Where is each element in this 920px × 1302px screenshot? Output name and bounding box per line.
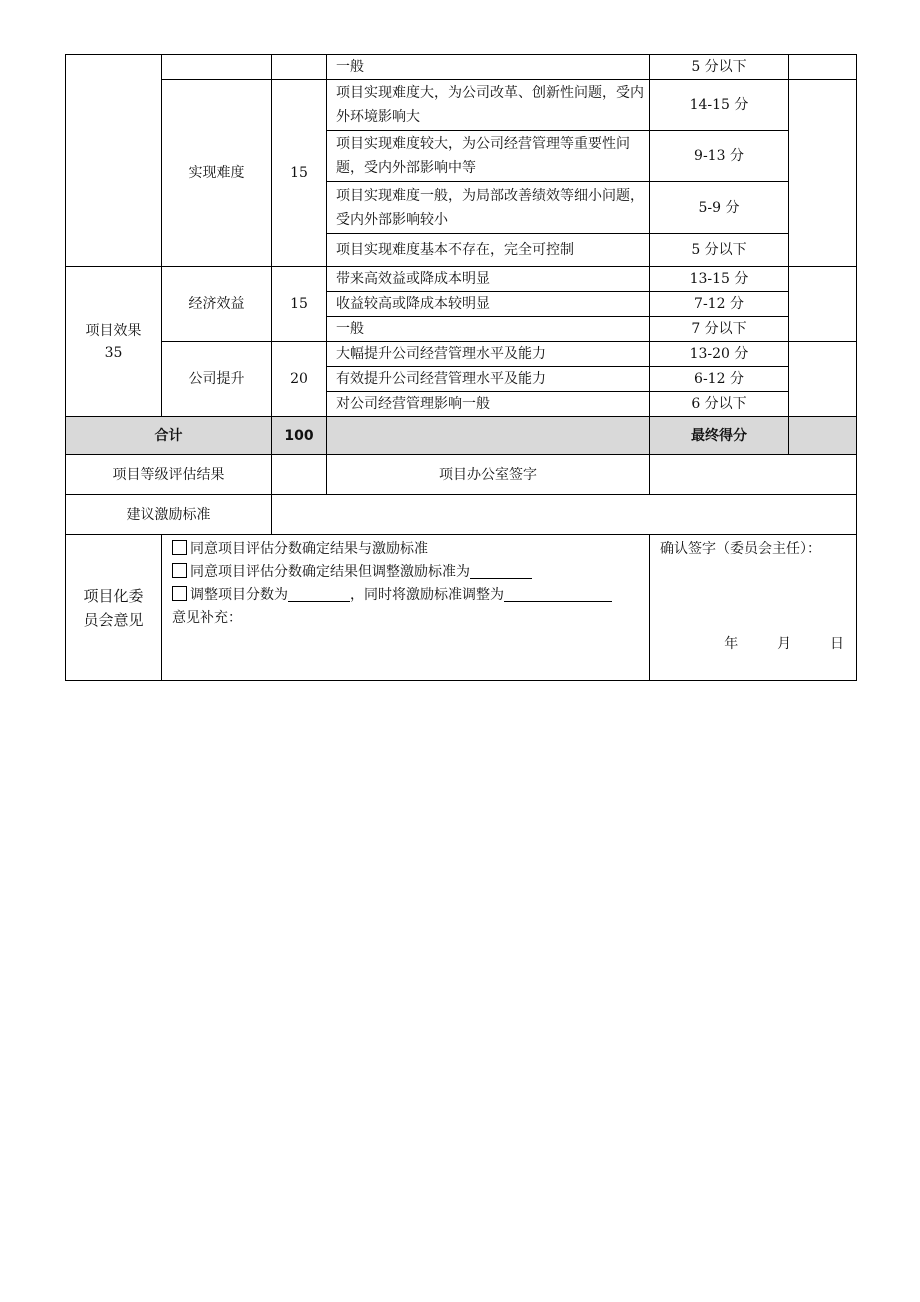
incentive-label: 建议激励标准 bbox=[66, 495, 272, 535]
table-row bbox=[66, 267, 857, 292]
committee-options bbox=[162, 535, 650, 681]
office-sign-input-cell[interactable] bbox=[650, 455, 857, 495]
criteria-weight: 20 bbox=[272, 342, 327, 417]
criteria-description: 带来高效益或降成本明显 bbox=[327, 267, 650, 292]
incentive-row bbox=[66, 495, 857, 535]
criteria-label: 公司提升 bbox=[162, 342, 272, 417]
criteria-description: 项目实现难度较大，为公司经营管理等重要性问题，受内外部影响中等 bbox=[327, 131, 650, 182]
category-label bbox=[66, 267, 162, 417]
office-sign-label: 项目办公室签字 bbox=[327, 455, 650, 495]
score-blank-field[interactable] bbox=[288, 587, 350, 602]
criteria-description: 项目实现难度基本不存在，完全可控制 bbox=[327, 234, 650, 267]
table-row bbox=[66, 342, 857, 367]
summary-row bbox=[66, 417, 857, 455]
date-year-label: 年 bbox=[724, 636, 739, 652]
option-agree-label: 同意项目评估分数确定结果与激励标准 bbox=[190, 541, 428, 557]
criteria-description: 大幅提升公司经营管理水平及能力 bbox=[327, 342, 650, 367]
checkbox-icon[interactable] bbox=[172, 540, 187, 555]
committee-label-line2: 员会意见 bbox=[83, 610, 144, 629]
criteria-description: 一般 bbox=[327, 317, 650, 342]
committee-label-line1: 项目化委 bbox=[83, 586, 144, 605]
criteria-weight: 15 bbox=[272, 267, 327, 342]
signature-date bbox=[724, 633, 844, 655]
total-label: 合计 bbox=[66, 417, 272, 455]
criteria-description: 项目实现难度大，为公司改革、创新性问题，受内外环境影响大 bbox=[327, 80, 650, 131]
score-range: 5 分以下 bbox=[650, 55, 789, 80]
criteria-cell-continued bbox=[162, 55, 272, 80]
score-input-cell[interactable] bbox=[789, 55, 857, 80]
score-input-cell[interactable] bbox=[789, 267, 857, 342]
evaluation-form-table bbox=[65, 54, 857, 681]
criteria-description: 对公司经营管理影响一般 bbox=[327, 392, 650, 417]
checkbox-icon[interactable] bbox=[172, 586, 187, 601]
criteria-label: 经济效益 bbox=[162, 267, 272, 342]
score-range: 5-9 分 bbox=[650, 182, 789, 234]
criteria-description: 一般 bbox=[327, 55, 650, 80]
weight-cell-continued bbox=[272, 55, 327, 80]
option-adjust-incentive-label: ，同时将激励标准调整为 bbox=[350, 587, 504, 603]
table-row bbox=[66, 55, 857, 80]
category-cell-continued bbox=[66, 55, 162, 267]
final-score-label: 最终得分 bbox=[650, 417, 789, 455]
score-range: 6 分以下 bbox=[650, 392, 789, 417]
category-name: 项目效果 bbox=[85, 322, 142, 339]
date-month-label: 月 bbox=[777, 636, 792, 652]
option-adjust-score[interactable] bbox=[172, 584, 649, 607]
table-row bbox=[66, 80, 857, 131]
score-range: 9-13 分 bbox=[650, 131, 789, 182]
option-agree[interactable] bbox=[172, 538, 649, 561]
score-range: 6-12 分 bbox=[650, 367, 789, 392]
score-range: 7-12 分 bbox=[650, 292, 789, 317]
summary-blank-cell bbox=[327, 417, 650, 455]
checkbox-icon[interactable] bbox=[172, 563, 187, 578]
committee-signature-cell[interactable] bbox=[650, 535, 857, 681]
signature-title: 确认签字（委员会主任）： bbox=[660, 541, 821, 557]
score-range: 7 分以下 bbox=[650, 317, 789, 342]
total-value: 100 bbox=[272, 417, 327, 455]
score-range: 13-20 分 bbox=[650, 342, 789, 367]
incentive-input-cell[interactable] bbox=[272, 495, 857, 535]
option-adjust-score-label: 调整项目分数为 bbox=[190, 587, 288, 603]
score-range: 13-15 分 bbox=[650, 267, 789, 292]
score-range: 5 分以下 bbox=[650, 234, 789, 267]
score-input-cell[interactable] bbox=[789, 80, 857, 267]
committee-row bbox=[66, 535, 857, 681]
criteria-weight: 15 bbox=[272, 80, 327, 267]
grade-input-cell[interactable] bbox=[272, 455, 327, 495]
criteria-description: 收益较高或降成本较明显 bbox=[327, 292, 650, 317]
committee-label bbox=[66, 535, 162, 681]
final-score-input-cell[interactable] bbox=[789, 417, 857, 455]
category-total: 35 bbox=[104, 344, 123, 361]
score-range: 14-15 分 bbox=[650, 80, 789, 131]
criteria-label: 实现难度 bbox=[162, 80, 272, 267]
supplement-label: 意见补充： bbox=[172, 610, 242, 626]
incentive-blank-field[interactable] bbox=[470, 564, 532, 579]
score-input-cell[interactable] bbox=[789, 342, 857, 417]
criteria-description: 有效提升公司经营管理水平及能力 bbox=[327, 367, 650, 392]
option-agree-adjust-label: 同意项目评估分数确定结果但调整激励标准为 bbox=[190, 564, 470, 580]
grade-label: 项目等级评估结果 bbox=[66, 455, 272, 495]
grade-row bbox=[66, 455, 857, 495]
adjusted-incentive-blank-field[interactable] bbox=[504, 587, 612, 602]
option-agree-adjust-incentive[interactable] bbox=[172, 561, 649, 584]
criteria-description: 项目实现难度一般，为局部改善绩效等细小问题，受内外部影响较小 bbox=[327, 182, 650, 234]
date-day-label: 日 bbox=[830, 636, 844, 652]
